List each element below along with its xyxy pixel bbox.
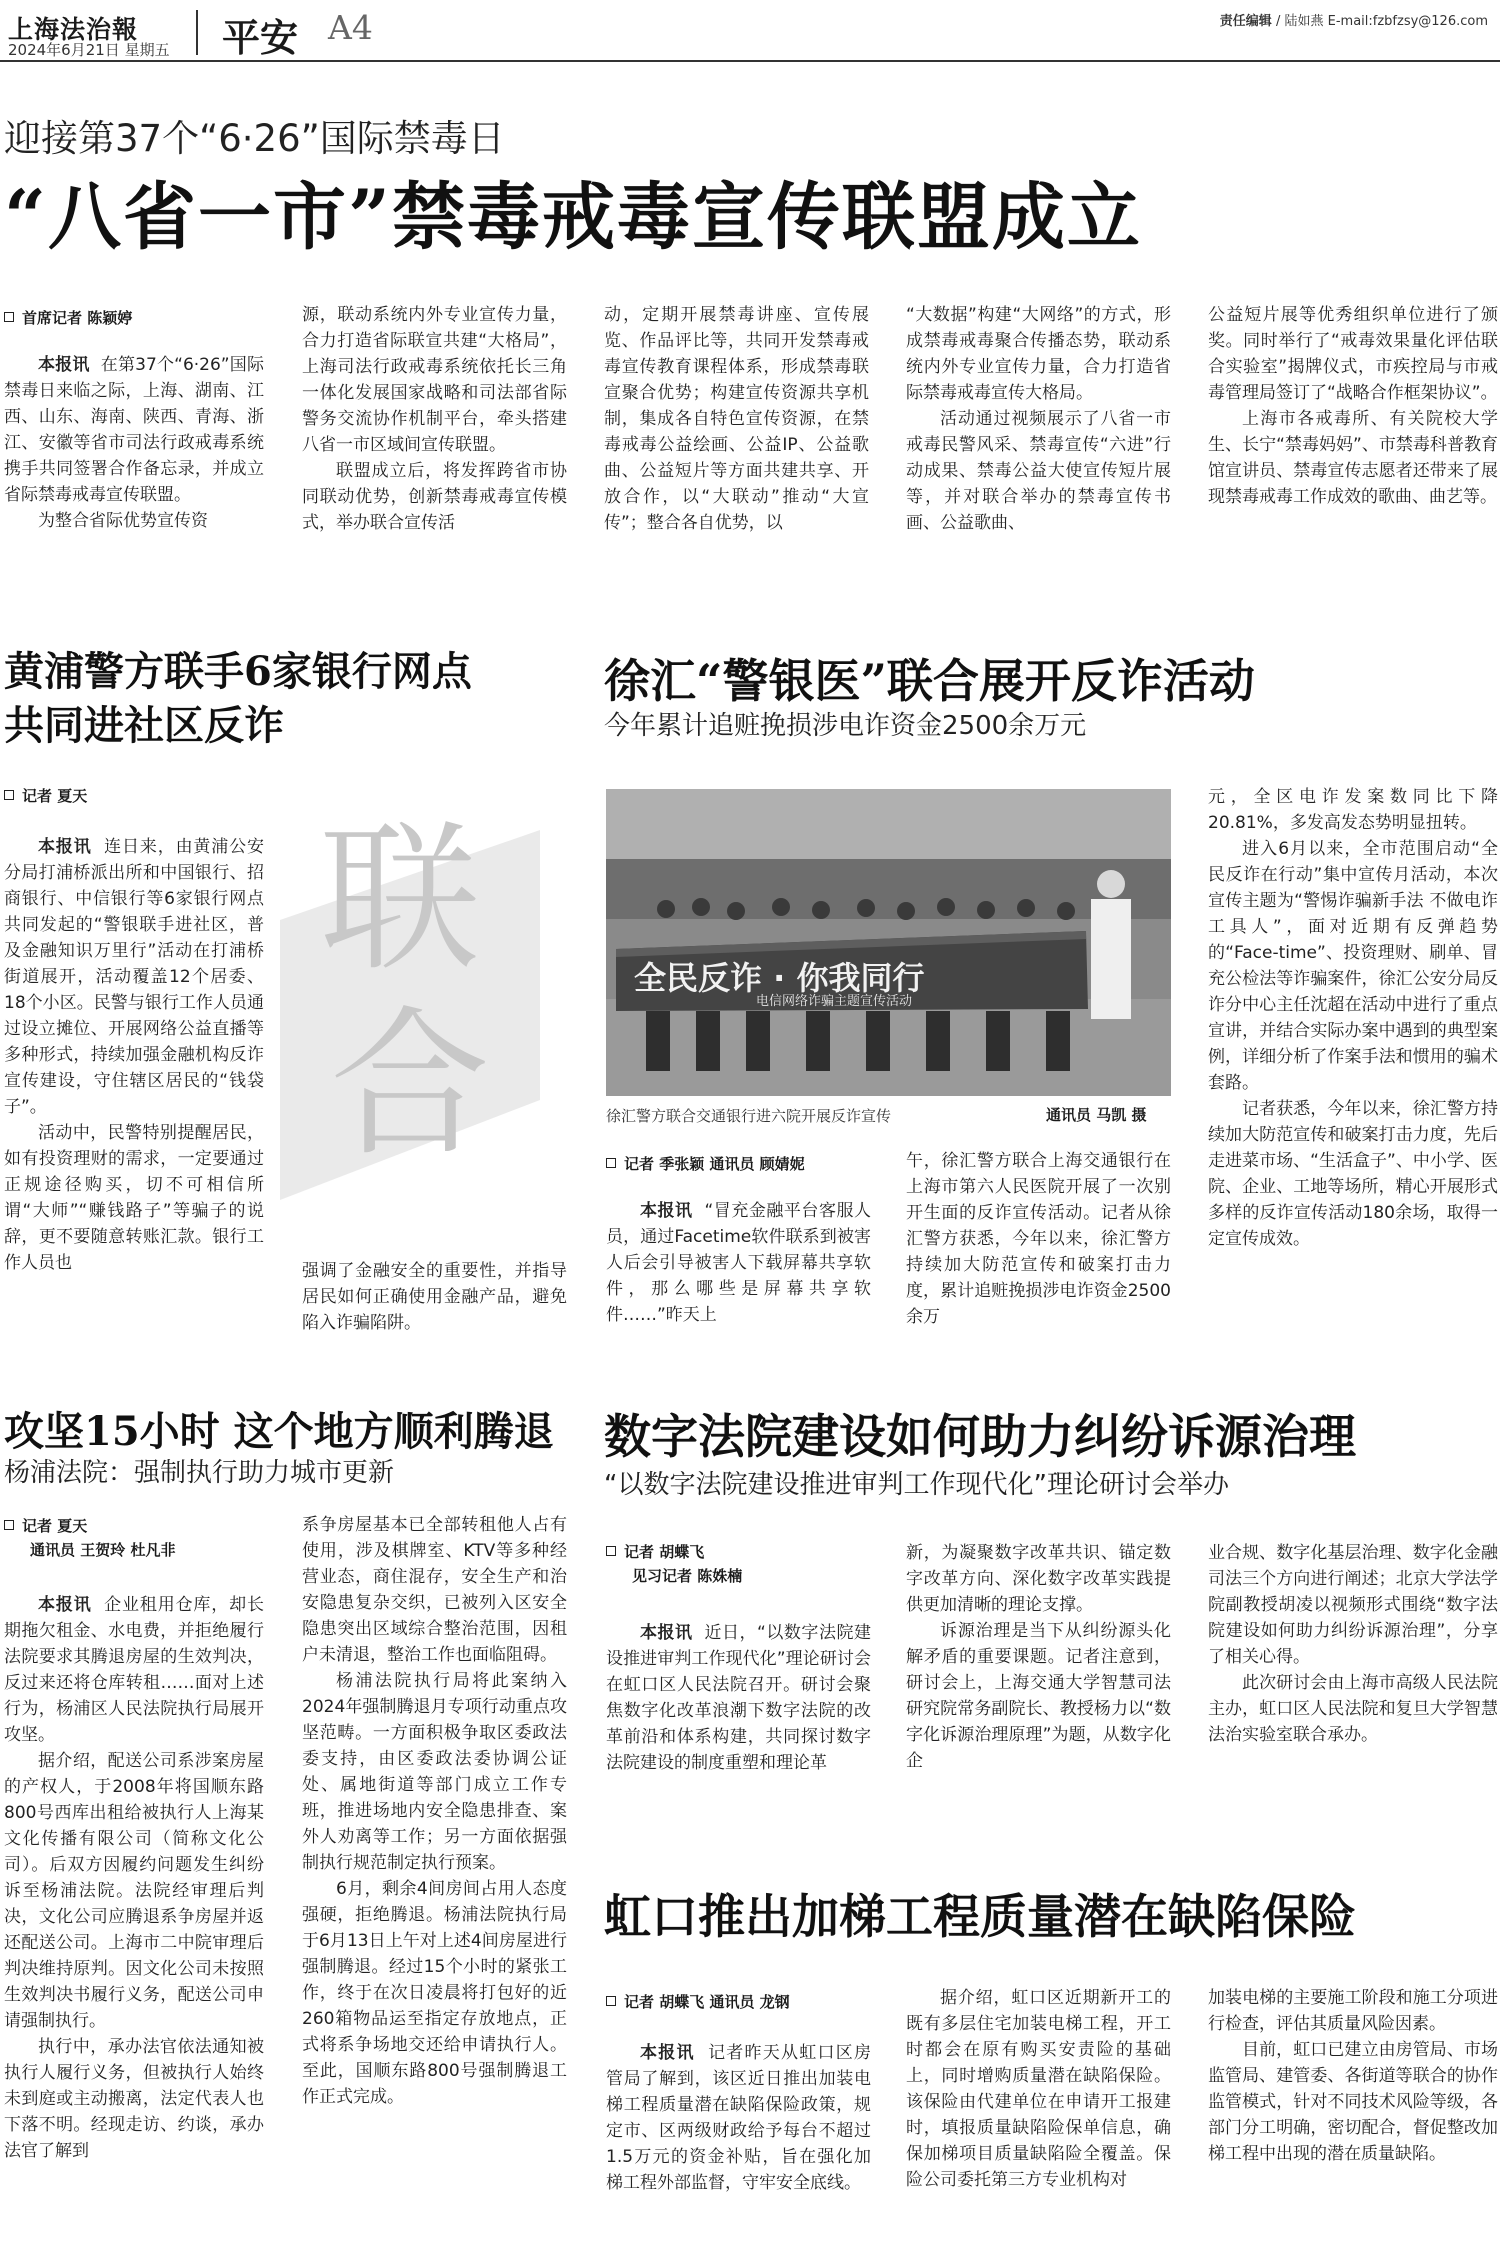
byline-marker bbox=[4, 1520, 14, 1530]
xuhui-photo bbox=[606, 789, 1171, 1096]
huangpu-byline: 记者 夏天 bbox=[4, 784, 87, 808]
masthead-rule bbox=[0, 60, 1500, 62]
lead-col-5: 公益短片展等优秀组织单位进行了颁奖。同时举行了“戒毒效果量化评估联合实验室”揭牌仪式，市疾控局与市戒毒管理局签订了“战略合作框架协议”。 上海市各戒毒所、有关院校大学生、长宁“禁毒妈妈”、市禁毒科普教育馆宣讲员、禁毒宣传志愿者还带来了展现禁毒戒毒工作成效的歌曲、曲艺等。 bbox=[1208, 305, 1498, 507]
yangpu-col-2: 系争房屋基本已全部转租他人占有使用，涉及棋牌室、KTV等多种经营业态，商住混存，安全生产和治安隐患复杂交织，已被列入区安全隐患突出区域综合整治范围，因租户未清退，整治工作也面临阻碍。 杨浦法院执行局将此案纳入2024年强制腾退月专项行动重点攻坚范畴。一方面积极争取区委政法委支持，由区委政法委协调公证处、属地街道等部门成立工作专班，推进场地内安全隐患排查、案外人劝离等工作；另一方面依据强制执行规范制定执行预案。 6月，剩余4间房间占用人态度强硬，拒绝腾退。杨浦法院执行局于6月13日上午对上述4间房屋进行强制腾退。经过15个小时的紧张工作，终于在次日凌晨将打包好的近260箱物品运至指定存放地点，正式将系争场地交还给申请执行人。至此，国顺东路800号强制腾退工作正式完成。 bbox=[302, 1515, 567, 2107]
banner-text: 全民反诈 · 你我同行 bbox=[634, 959, 925, 997]
court-headline: 数字法院建设如何助力纠纷诉源治理 bbox=[604, 1410, 1356, 1465]
masthead-divider bbox=[196, 10, 198, 55]
huangpu-headline: 黄浦警方联手6家银行网点 共同进社区反诈 bbox=[4, 648, 472, 749]
yangpu-headline: 攻坚15小时 这个地方顺利腾退 bbox=[4, 1408, 554, 1455]
issue-date: 2024年6月21日 星期五 bbox=[8, 41, 170, 59]
huangpu-col-1: 本报讯 连日来，由黄浦公安分局打浦桥派出所和中国银行、招商银行、中信银行等6家银行网点共同发起的“警银联手进社区，普及金融知识万里行”活动在打浦桥街道展开，活动覆盖12个居委、18个小区。民警与银行工作人员通过设立摊位、开展网络公益直播等多种形式，持续加强金融机构反诈宣传建设，守住辖区居民的“钱袋子”。 活动中，民警特别提醒居民，如有投资理财的需求，一定要通过正规途径购买，切不可相信所谓“大师”“赚钱路子”等骗子的说辞，更不要随意转账汇款。银行工作人员也 bbox=[4, 837, 264, 1273]
lianhe-watermark bbox=[280, 770, 540, 1200]
byline-marker bbox=[4, 312, 14, 322]
yangpu-col-1: 本报讯 企业租用仓库，却长期拖欠租金、水电费，并拒绝履行法院要求其腾退房屋的生效判决，反过来还将仓库转租……面对上述行为，杨浦区人民法院执行局展开攻坚。 据介绍，配送公司系涉案房屋的产权人，于2008年将国顺东路800号西库出租给被执行人上海某文化传播有限公司（简称文化公司）。后双方因履约问题发生纠纷诉至杨浦法院。法院经审理后判决，文化公司应腾退系争房屋并返还配送公司。上海市二中院审理后判决维持原判。因文化公司未按照生效判决书履行义务，配送公司申请强制执行。 执行中，承办法官依法通知被执行人履行义务，但被执行人始终未到庭或主动搬离，法定代表人也下落不明。经现走访、约谈，承办法官了解到 bbox=[4, 1595, 264, 2161]
banner-subtext: 电信网络诈骗主题宣传活动 bbox=[756, 994, 913, 1009]
editor-label: 责任编辑 bbox=[1219, 14, 1272, 29]
lead-byline: 首席记者 陈颖婷 bbox=[4, 306, 132, 330]
photo-illustration bbox=[606, 789, 1171, 1096]
editor-email: E-mail:fzbfzsy@126.com bbox=[1327, 14, 1488, 29]
huangpu-col-2: 强调了金融安全的重要性，并指导居民如何正确使用金融产品，避免陷入诈骗陷阱。 bbox=[302, 1261, 567, 1333]
xuhui-col-2: 午，徐汇警方联合上海交通银行在上海市第六人民医院开展了一次别开生面的反诈宣传活动。记者从徐汇警方获悉，今年以来，徐汇警方持续加大防范宣传和破案打击力度，累计追赃挽损涉电诈资金2500余万 bbox=[906, 1151, 1171, 1327]
lead-kicker: 迎接第37个“6·26”国际禁毒日 bbox=[4, 117, 505, 160]
xuhui-byline: 记者 季张颖 通讯员 顾婧妮 bbox=[606, 1152, 805, 1176]
lead-col-4: “大数据”构建“大网络”的方式，形成禁毒戒毒聚合传播态势，联动系统内外专业宣传力量，合力打造省际禁毒戒毒宣传大格局。 活动通过视频展示了八省一市戒毒民警风采、禁毒宣传“六进”行动成果、禁毒公益大使宣传短片展等，并对联合举办的禁毒宣传书画、公益歌曲、 bbox=[906, 305, 1171, 533]
xuhui-col-3: 元，全区电诈发案数同比下降20.81%，多发高发态势明显扭转。 进入6月以来，全市范围启动“全民反诈在行动”集中宣传月活动，本次宣传主题为“警惕诈骗新手法 不做电诈工具人”，面对近期有反弹趋势的“Face-time”、投资理财、刷单、冒充公检法等诈骗案件，徐汇公安分局反诈分中心主任沈超在活动中进行了重点宣讲，并结合实际办案中遇到的典型案例，详细分析了作案手法和惯用的骗术套路。 记者获悉，今年以来，徐汇警方持续加大防范宣传和破案打击力度，先后走进菜市场、“生活盒子”、中小学、医院、企业、工地等场所，精心开展形式多样的反诈宣传活动180余场，取得一定宣传成效。 bbox=[1208, 787, 1498, 1249]
court-col-2: 新，为凝聚数字改革共识、锚定数字改革方向、深化数字改革实践提供更加清晰的理论支撑。 诉源治理是当下从纠纷源头化解矛盾的重要课题。记者注意到，研讨会上，上海交通大学智慧司法研究院常务副院长、教授杨力以“数字化诉源治理原理”为题，从数字化企 bbox=[906, 1543, 1171, 1771]
photo-caption: 徐汇警方联合交通银行进六院开展反诈宣传 bbox=[606, 1107, 892, 1125]
photo-credit: 通讯员 马凯 摄 bbox=[1046, 1106, 1147, 1124]
court-col-1: 本报讯 近日，“以数字法院建设推进审判工作现代化”理论研讨会在虹口区人民法院召开。研讨会聚焦数字化改革浪潮下数字法院的改革前沿和体系构建，共同探讨数字法院建设的制度重塑和理论革 bbox=[606, 1623, 871, 1773]
byline-marker bbox=[606, 1546, 616, 1556]
xuhui-subhead: 今年累计追赃挽损涉电诈资金2500余万元 bbox=[604, 711, 1087, 741]
court-byline: 记者 胡蝶飞 见习记者 陈姝楠 bbox=[606, 1540, 742, 1588]
xuhui-col-1: 本报讯 “冒充金融平台客服人员，通过Facetime软件联系到被害人后会引导被害人下载屏幕共享软件，那么哪些是屏幕共享软件……”昨天上 bbox=[606, 1201, 871, 1325]
elevator-headline: 虹口推出加梯工程质量潜在缺陷保险 bbox=[604, 1890, 1356, 1945]
lead-col-1: 本报讯 在第37个“6·26”国际禁毒日来临之际，上海、湖南、江西、山东、海南、陕西、青海、浙江、安徽等省市司法行政戒毒系统携手共同签署合作备忘录，并成立省际禁毒戒毒宣传联盟。 为整合省际优势宣传资 bbox=[4, 355, 264, 531]
paper-name: 上海法治報 bbox=[8, 15, 139, 44]
lead-label: 本报讯 bbox=[38, 355, 90, 375]
editor-name: 陆如燕 bbox=[1284, 14, 1324, 29]
section-name: 平安 bbox=[222, 16, 299, 60]
watermark-char-2: 合 bbox=[330, 991, 491, 1178]
court-subhead: “以数字法院建设推进审判工作现代化”理论研讨会举办 bbox=[604, 1470, 1229, 1500]
elevator-col-2: 据介绍，虹口区近期新开工的既有多层住宅加装电梯工程，开工时都会在原有购买安责险的基础上，同时增购质量潜在缺陷保险。该保险由代建单位在申请开工报建时，填报质量缺陷险保单信息，确保加梯项目质量缺陷险全覆盖。保险公司委托第三方专业机构对 bbox=[906, 1988, 1171, 2190]
lead-col-3: 动，定期开展禁毒讲座、宣传展览、作品评比等，共同开发禁毒戒毒宣传教育课程体系，形成禁毒联宣聚合优势；构建宣传资源共享机制，集成各自特色宣传资源，在禁毒戒毒公益绘画、公益IP、公益歌曲、公益短片等方面共建共享、开放合作，以“大联动”推动“大宣传”；整合各自优势，以 bbox=[604, 305, 869, 533]
byline-marker bbox=[606, 1996, 616, 2006]
byline-marker bbox=[606, 1158, 616, 1168]
byline-marker bbox=[4, 790, 14, 800]
elevator-byline: 记者 胡蝶飞 通讯员 龙钢 bbox=[606, 1990, 790, 2014]
lead-headline: “八省一市”禁毒戒毒宣传联盟成立 bbox=[4, 174, 1142, 260]
court-col-3: 业合规、数字化基层治理、数字化金融司法三个方向进行阐述；北京大学法学院副教授胡凌以视频形式围绕“数字法院建设如何助力纠纷诉源治理”，分享了相关心得。 此次研讨会由上海市高级人民法院主办，虹口区人民法院和复旦大学智慧法治实验室联合承办。 bbox=[1208, 1543, 1498, 1745]
editor-info: 责任编辑 / 陆如燕 E-mail:fzbfzsy@126.com bbox=[1219, 14, 1488, 29]
xuhui-headline: 徐汇“警银医”联合展开反诈活动 bbox=[604, 654, 1255, 708]
elevator-col-3: 加装电梯的主要施工阶段和施工分项进行检查，评估其质量风险因素。 目前，虹口已建立由房管局、市场监管局、建管委、各街道等联合的协作监管模式，针对不同技术风险等级，各部门分工明确，密切配合，督促整改加梯工程中出现的潜在质量缺陷。 bbox=[1208, 1988, 1498, 2164]
yangpu-byline: 记者 夏天 通讯员 王贺玲 杜凡非 bbox=[4, 1514, 175, 1562]
lead-col-2: 源，联动系统内外专业宣传力量，合力打造省际联宣共建“大格局”，上海司法行政戒毒系统依托长三角一体化发展国家战略和司法部省际警务交流协作机制平台，牵头搭建八省一市区域间宣传联盟。 联盟成立后，将发挥跨省市协同联动优势，创新禁毒戒毒宣传模式，举办联合宣传活 bbox=[302, 305, 567, 533]
yangpu-subhead: 杨浦法院：强制执行助力城市更新 bbox=[4, 1458, 395, 1488]
watermark-char-1: 联 bbox=[320, 806, 481, 993]
page-number: A4 bbox=[328, 8, 373, 47]
elevator-col-1: 本报讯 记者昨天从虹口区房管局了解到，该区近日推出加装电梯工程质量潜在缺陷保险政策，规定市、区两级财政给予每台不超过1.5万元的资金补贴，旨在强化加梯工程外部监督，守牢安全底线。 bbox=[606, 2043, 871, 2193]
